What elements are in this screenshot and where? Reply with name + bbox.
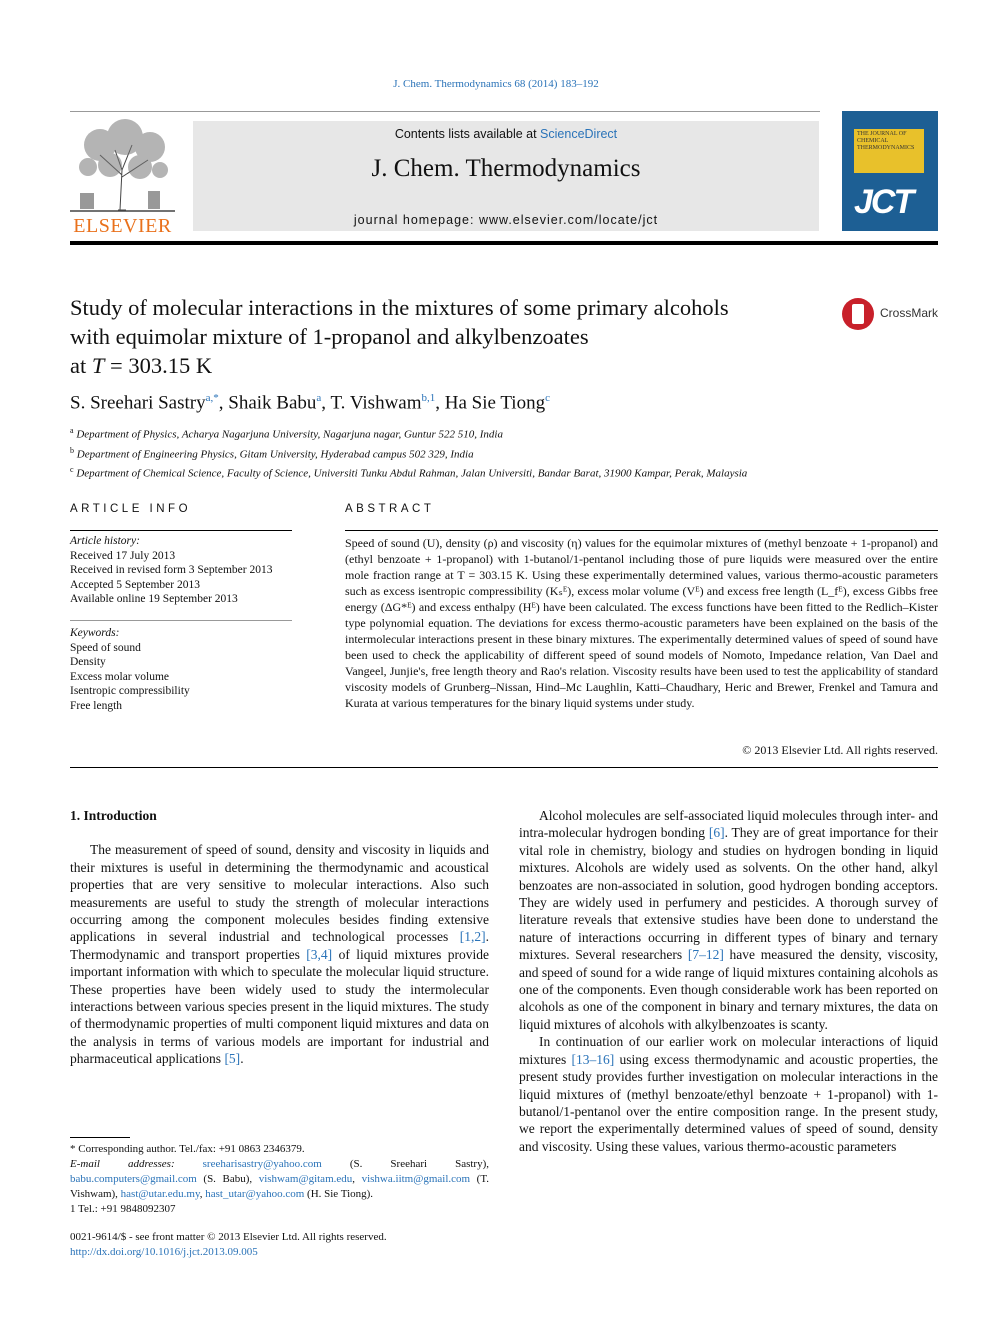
email-link[interactable]: vishwam@gitam.edu [258, 1173, 353, 1185]
author-name: Shaik Babu [228, 392, 317, 414]
email-link[interactable]: babu.computers@gmail.com [70, 1173, 197, 1185]
keywords-label: Keywords: [70, 627, 120, 639]
reference-link[interactable]: [5] [224, 1051, 241, 1067]
header-rule [70, 241, 938, 245]
crossmark-label: CrossMark [880, 306, 939, 320]
publisher-name: ELSEVIER [73, 215, 172, 237]
author-name: S. Sreehari Sastry [70, 392, 206, 414]
author-sup[interactable]: a [316, 392, 322, 404]
affiliations [70, 423, 938, 482]
affiliation-item [70, 443, 938, 463]
issn-block [70, 1230, 489, 1260]
article-info-heading: ARTICLE INFO [70, 503, 192, 515]
affiliation-sup: a [70, 426, 74, 435]
author-sup[interactable]: a,* [205, 392, 219, 404]
title-line-2: with equimolar mixture of 1-propanol and alkylbenzoates [70, 324, 589, 349]
keywords [70, 626, 292, 713]
paragraph-text: . They are of great importance for their vital role in chemistry, biology and studies on hydrogen bonding in liquid mixtures. Alcohols are widely used as solvents. On the other hand, alkyl benzoates are non-associated in solution, good hydrogen bonding acceptors. They are widely used in perfumery and pesticides. A thorough survey of literature reveals that extensive studies have been done to understand the nature of interactions occurring in different types of binary and ternary mixtures. Several researchers [519, 825, 938, 963]
article-title [70, 293, 830, 380]
journal-name: J. Chem. Thermodynamics [371, 155, 641, 182]
author-sup[interactable]: c [545, 392, 550, 404]
header-top-rule [70, 111, 820, 112]
history-item: Received 17 July 2013 [70, 549, 176, 562]
sciencedirect-link[interactable]: ScienceDirect [540, 127, 618, 141]
journal-citation[interactable]: J. Chem. Thermodynamics 68 (2014) 183–192 [393, 78, 599, 90]
history-item: Accepted 5 September 2013 [70, 578, 200, 591]
cover-abbrev: JCT [854, 183, 913, 221]
affiliation-text: Department of Chemical Science, Faculty of Science, Universiti Tunku Abdul Rahman, Jalan Universiti, Bandar Barat, 31900 Kampar, Perak, Malaysia [76, 467, 748, 480]
affiliation-sup: b [70, 445, 74, 455]
abstract-bottom-rule [70, 767, 938, 768]
author-list: S. Sreehari Sastry$^{a,*}$, Shaik Babu$^a$, T. Vishwam$^{b,1}$, Ha Sie Tiong$^c$ [70, 392, 550, 414]
email-link[interactable]: sreeharisastry@yahoo.com [202, 1158, 322, 1170]
reference-link[interactable]: [7–12] [687, 947, 724, 963]
email-addresses [70, 1157, 489, 1202]
paragraph-text: Alcohol molecules are self-associated liquid molecules through inter- and intra-molecular hydrogen bonding [519, 808, 938, 841]
email-owner: (S. Sreehari Sastry), [321, 1158, 489, 1170]
section-heading: 1. Introduction [70, 808, 157, 823]
issn-line: 0021-9614/$ - see front matter © 2013 Elsevier Ltd. All rights reserved. [70, 1231, 387, 1243]
reference-link[interactable]: [6] [708, 825, 725, 841]
email-link[interactable]: vishwa.iitm@gmail.com [361, 1173, 471, 1185]
keyword-item[interactable]: Excess molar volume [70, 670, 170, 683]
corresponding-author: * Corresponding author. Tel./fax: +91 0863 2346379. [70, 1143, 305, 1155]
elsevier-logo [70, 115, 175, 237]
affiliation-text: Department of Physics, Acharya Nagarjuna University, Nagarjuna nagar, Guntur 522 510, India [76, 428, 503, 441]
keyword-item[interactable]: Speed of sound [70, 641, 141, 654]
article-info-rule [70, 530, 292, 531]
paragraph-text: using excess thermodynamic and acoustic properties, the present study provides further investigation on molecular interactions in the liquid mixtures of (methyl benzoate/ethyl benzoate + 1-propanol) with 1-butanol/1-pentanol over the entire composition range. In the present study, we report the experimentally determined values of speed of sound, density and viscosity. Using these values, various thermo-acoustic parameters [519, 1051, 938, 1154]
title-line-3-prefix: at [70, 353, 92, 378]
contents-line [193, 127, 819, 141]
history-item: Available online 19 September 2013 [70, 593, 238, 605]
homepage-link[interactable]: www.elsevier.com/locate/jct [478, 213, 659, 227]
reference-link[interactable]: [13–16] [571, 1051, 615, 1067]
left-column [70, 807, 489, 1068]
email-owner: (S. Babu), [196, 1173, 259, 1185]
footnotes [70, 1142, 489, 1217]
author-name: Ha Sie Tiong [444, 392, 546, 414]
affiliation-sup: c [70, 465, 74, 475]
paragraph [70, 841, 489, 1067]
reference-link[interactable]: [1,2] [459, 929, 486, 945]
paragraph [519, 1033, 938, 1155]
copyright: © 2013 Elsevier Ltd. All rights reserved. [742, 743, 938, 757]
cover-title: THE JOURNAL OF CHEMICAL THERMODYNAMICS [854, 129, 924, 173]
crossmark-icon [842, 298, 874, 330]
email-owner: (H. Sie Tiong). [304, 1188, 374, 1200]
email-separator: , [199, 1188, 206, 1200]
journal-cover[interactable] [842, 111, 938, 231]
contents-prefix: Contents lists available at [394, 127, 541, 141]
history-label: Article history: [70, 535, 140, 547]
footnote-rule [70, 1137, 130, 1138]
abstract-rule [345, 530, 938, 531]
paragraph-text: have measured the density, viscosity, and speed of sound for a wide range of liquid mixtures containing alcohols as one of the components. Even though considerable work has been reported on alcohols as one of the component in binary and ternary mixtures, the data on liquid mixtures of alcohols with alkylbenzoates is scanty. [519, 947, 938, 1032]
affiliation-item [70, 423, 938, 443]
article-info-divider [70, 620, 292, 621]
history-item: Received in revised form 3 September 2013 [70, 564, 273, 576]
crossmark-badge[interactable] [842, 298, 952, 334]
paragraph-text: In continuation of our earlier work on molecular interactions of liquid mixtures [519, 1034, 938, 1067]
telephone-footnote: 1 Tel.: +91 9848092307 [70, 1203, 176, 1215]
title-line-3-suffix: = 303.15 K [104, 353, 213, 378]
title-line-1: Study of molecular interactions in the mixtures of some primary alcohols [70, 295, 729, 320]
email-link[interactable]: hast@utar.edu.my [120, 1188, 200, 1200]
doi-link[interactable]: http://dx.doi.org/10.1016/j.jct.2013.09.005 [70, 1246, 258, 1258]
author-name: T. Vishwam [330, 392, 422, 414]
paragraph-text: . Thermodynamic and transport properties [70, 929, 489, 962]
paragraph-text: . [240, 1051, 244, 1067]
email-separator: , [352, 1173, 362, 1185]
title-variable: T [91, 353, 105, 378]
homepage-prefix: journal homepage: [353, 213, 479, 227]
elsevier-tree-icon [70, 115, 175, 215]
keyword-item[interactable]: Free length [70, 699, 123, 712]
journal-masthead [193, 121, 819, 231]
paragraph-text: The measurement of speed of sound, density and viscosity in liquids and their mixtures is useful in determining the thermodynamic and acoustical properties that are very sensitive to molecular interactions. Also such measurements are useful to study the strength of molecular interactions occurring among the component molecules besides finding extensive applications in several industrial and technological processes [70, 842, 489, 945]
abstract-text: Speed of sound (U), density (ρ) and viscosity (η) values for the equimolar mixtures of (methyl benzoate + 1-propanol) and (ethyl benzoate + 1-propanol) with 1-butanol/1-pentanol including those of pure liquids were measured over the entire mole fraction range at T = 303.15 K. Using these experimentally determined values, various thermo-acoustic parameters such as excess isentropic compressibility (Kₛᴱ), excess molar volume (Vᴱ) and excess free length (L_fᴱ), excess Gibbs free energy (ΔG*ᴱ) and excess enthalpy (Hᴱ) have been calculated. The excess functions have been fitted to the Redlich–Kister type polynomial equation. The deviations for excess thermo-acoustic parameters have been explained on the basis of the intermolecular interactions present in these binary mixtures. The experimentally determined values of speed of sound have been used to check the applicability of different speed of sound models of Nomoto, Impedance relation, Van Dael and Vangeel, Junjie's, free length theory and Rao's relation. Viscosity results have been used to test the applicability of standard viscosity models of Grunberg–Nissan, Hind–Mc Laughlin, Katti–Chaudhary, Heric and Brewer, Frenkel and Tamura and Kurata at various temperatures for the binary liquid systems under study. [345, 536, 938, 710]
article-history [70, 534, 292, 607]
homepage-line [193, 213, 819, 227]
affiliation-text: Department of Engineering Physics, Gitam University, Hyderabad campus 502 329, India [76, 448, 474, 461]
right-column [519, 807, 938, 1155]
email-link[interactable]: hast_utar@yahoo.com [205, 1188, 305, 1200]
paragraph-text: of liquid mixtures provide important information with which to speculate the molecular liquid structure. These properties have been widely used to study the intermolecular interactions between various species present in the liquid mixtures. The study of thermodynamic properties of multi component liquid mixtures and data on the analysis in terms of various models are important for industrial and pharmaceutical applications [70, 946, 490, 1067]
affiliation-item [70, 462, 938, 482]
author-sup[interactable]: b,1 [421, 392, 436, 404]
keyword-item[interactable]: Density [70, 656, 106, 668]
keyword-item[interactable]: Isentropic compressibility [70, 685, 190, 697]
email-label: E-mail addresses: [70, 1158, 175, 1170]
email-owner: (T. Vishwam), [70, 1173, 489, 1200]
abstract-heading: ABSTRACT [345, 503, 435, 515]
reference-link[interactable]: [3,4] [306, 946, 333, 962]
title-line-3 [70, 351, 830, 380]
paragraph [519, 807, 938, 1033]
